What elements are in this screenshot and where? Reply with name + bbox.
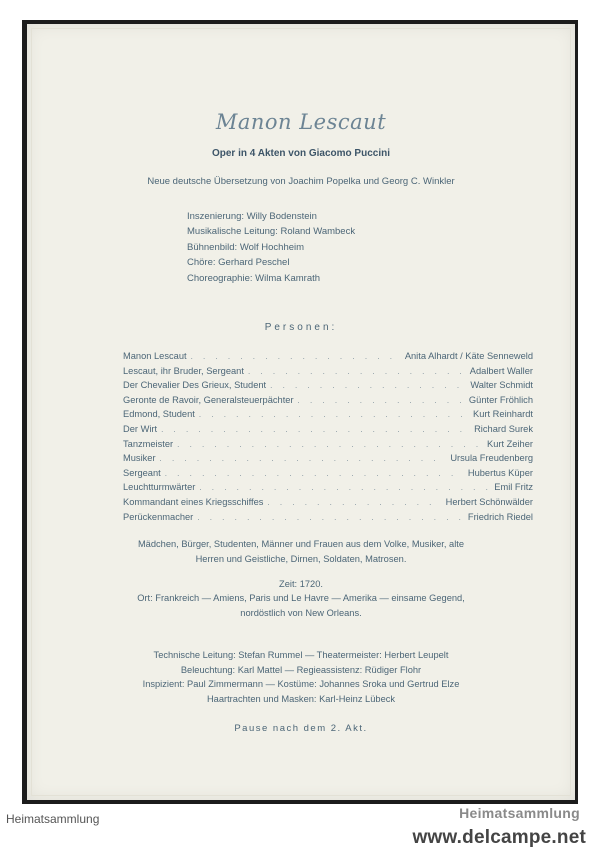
leader-dots	[298, 396, 465, 405]
cast-actor: Kurt Reinhardt	[473, 409, 533, 420]
cast-role: Musiker	[123, 453, 156, 464]
credit-line: Bühnenbild: Wolf Hochheim	[187, 241, 305, 253]
cast-role: Leuchtturmwärter	[123, 482, 196, 493]
credit-line: Chöre: Gerhard Peschel	[187, 257, 290, 269]
cast-list	[123, 351, 533, 526]
technical-line: Technische Leitung: Stefan Rummel — Theatermeister: Herbert Leupelt	[153, 650, 449, 660]
place-line: nordöstlich von New Orleans.	[240, 607, 362, 618]
credit-line: Musikalische Leitung: Roland Wambeck	[187, 226, 356, 238]
opera-subtitle: Oper in 4 Akten von Giacomo Puccini	[211, 148, 390, 159]
delcampe-url: www.delcampe.net	[412, 827, 586, 848]
cast-actor: Richard Surek	[474, 423, 533, 434]
cast-role: Der Wirt	[123, 423, 158, 434]
intermission-note: Pause nach dem 2. Akt.	[234, 723, 368, 734]
leader-dots	[199, 410, 469, 419]
credit-line: Inszenierung: Willy Bodenstein	[187, 211, 317, 222]
leader-dots	[165, 469, 464, 478]
cast-row	[123, 395, 533, 410]
place-setting	[27, 591, 575, 620]
cast-role: Kommandant eines Kriegsschiffes	[123, 496, 264, 507]
cast-row	[123, 366, 533, 381]
cast-role: Geronte de Ravoir, Generalsteuerpächter	[123, 394, 294, 405]
watermark-right: Heimatsammlung	[459, 805, 580, 821]
cast-actor: Adalbert Waller	[469, 365, 533, 376]
leader-dots	[191, 352, 401, 361]
cast-actor: Hubertus Küper	[467, 467, 533, 478]
opera-title: Manon Lescaut	[215, 110, 387, 134]
leader-dots	[197, 513, 464, 522]
leader-dots	[270, 381, 466, 390]
ensemble-line: Mädchen, Bürger, Studenten, Männer und Frauen aus dem Volke, Musiker, alte	[137, 539, 465, 549]
technical-line: Beleuchtung: Karl Mattel — Regieassistenz: Rüdiger Flohr	[180, 664, 422, 675]
time-setting: Zeit: 1720.	[279, 579, 323, 589]
translation-credit: Neue deutsche Übersetzung von Joachim Popelka und Georg C. Winkler	[147, 176, 455, 187]
cast-row	[123, 351, 533, 366]
cast-actor: Kurt Zeiher	[487, 438, 533, 449]
leader-dots	[177, 440, 483, 449]
program-page	[27, 24, 575, 800]
technical-line: Inspizient: Paul Zimmermann — Kostüme: Johannes Sroka und Gertrud Elze	[142, 679, 460, 689]
cast-role: Tanzmeister	[123, 438, 174, 449]
watermark-left: Heimatsammlung	[6, 812, 100, 826]
cast-row	[123, 453, 533, 468]
leader-dots	[248, 367, 466, 376]
place-line: Ort: Frankreich — Amiens, Paris und Le Havre — Amerika — einsame Gegend,	[137, 593, 465, 603]
technical-line: Haartrachten und Masken: Karl-Heinz Lübeck	[206, 693, 396, 704]
ensemble-note	[27, 537, 575, 566]
cast-row	[123, 482, 533, 497]
cast-role: Der Chevalier Des Grieux, Student	[123, 380, 267, 391]
cast-actor: Anita Alhardt / Käte Senneweld	[404, 351, 533, 361]
cast-heading: Personen:	[264, 322, 338, 333]
cast-row	[123, 512, 533, 527]
cast-role: Lescaut, ihr Bruder, Sergeant	[123, 365, 244, 376]
cast-role: Manon Lescaut	[123, 351, 187, 361]
credit-line: Choreographie: Wilma Kamrath	[187, 272, 321, 284]
cast-row	[123, 424, 533, 439]
cast-row	[123, 468, 533, 483]
cast-actor: Ursula Freudenberg	[450, 453, 533, 464]
leader-dots	[267, 498, 441, 507]
cast-actor: Walter Schmidt	[470, 380, 533, 391]
cast-actor: Friedrich Riedel	[467, 511, 533, 522]
cast-row	[123, 409, 533, 424]
leader-dots	[199, 483, 490, 492]
cast-role: Edmond, Student	[123, 409, 195, 420]
cast-actor: Günter Fröhlich	[468, 394, 533, 405]
cast-row	[123, 380, 533, 395]
cast-actor: Herbert Schönwälder	[445, 496, 533, 507]
cast-row	[123, 497, 533, 512]
ensemble-line: Herren und Geistliche, Dirnen, Soldaten, Matrosen.	[195, 553, 407, 564]
production-credits	[187, 209, 355, 286]
technical-credits	[27, 648, 575, 706]
cast-actor: Emil Fritz	[494, 482, 533, 493]
leader-dots	[160, 454, 447, 463]
cast-role: Perückenmacher	[123, 511, 194, 522]
cast-role: Sergeant	[123, 467, 161, 478]
leader-dots	[161, 425, 470, 434]
cast-row	[123, 439, 533, 454]
